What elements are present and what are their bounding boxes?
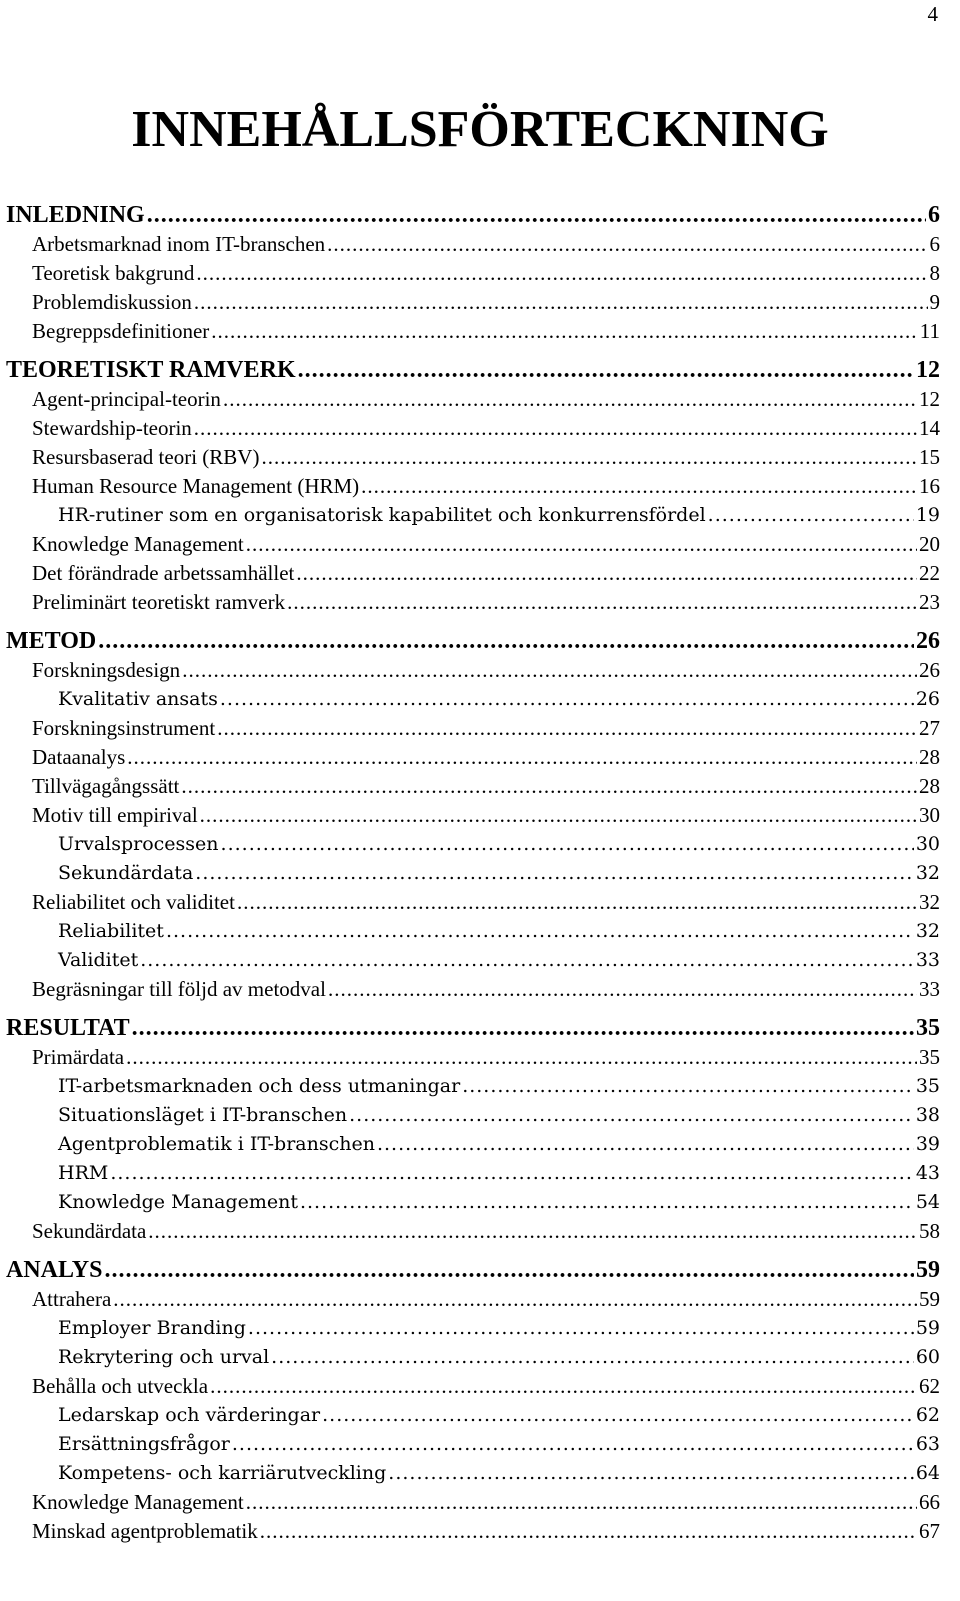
toc-entry-label: Behålla och utveckla [32,1374,209,1398]
toc-section[interactable] [6,317,940,346]
toc-dot-leader [246,1488,917,1517]
toc-entry-label: Stewardship-teorin [32,416,192,440]
toc-dot-leader [166,917,914,946]
document-title: INNEHÅLLSFÖRTECKNING [131,101,829,158]
toc-dot-leader [246,530,917,559]
toc-page-number: 58 [919,1219,940,1243]
toc-dot-leader [327,230,927,259]
toc-dot-leader [271,1343,914,1372]
toc-section[interactable] [6,230,940,259]
toc-entry-label: INLEDNING [6,202,145,228]
toc-dot-leader [104,1256,914,1285]
toc-entry-label: Kompetens- och karriärutveckling [58,1462,387,1484]
toc-page-number: 12 [919,387,940,411]
toc-dot-leader [377,1130,914,1159]
toc-entry-label: Reliabilitet och validitet [32,890,235,914]
toc-page-number: 28 [919,774,940,798]
toc-dot-leader [110,1159,913,1188]
toc-dot-leader [98,627,914,656]
toc-subsection[interactable] [6,1130,940,1159]
toc-dot-leader [237,888,917,917]
toc-section[interactable] [6,1285,940,1314]
toc-dot-leader [349,1101,914,1130]
toc-dot-leader [140,946,914,975]
toc-page-number: 6 [928,202,940,228]
toc-dot-leader [260,1517,917,1546]
toc-section[interactable] [6,801,940,830]
toc-entry-label: Primärdata [32,1045,125,1069]
toc-page-number: 26 [915,688,940,710]
toc-page-number: 62 [915,1404,940,1426]
toc-entry-label: HR-rutiner som en organisatorisk kapabilitet och konkurrensfördel [58,504,706,526]
toc-dot-leader [196,259,927,288]
toc-entry-label: Minskad agentproblematik [32,1519,258,1543]
toc-section[interactable] [6,714,940,743]
toc-entry-label: Dataanalys [32,745,126,769]
toc-page-number: 6 [929,232,940,256]
toc-dot-leader [300,1188,914,1217]
toc-page-number: 39 [915,1133,940,1155]
toc-dot-leader [328,975,917,1004]
toc-dot-leader [462,1072,914,1101]
toc-entry-label: Ersättningsfrågor [58,1433,230,1455]
toc-page-number: 35 [919,1045,940,1069]
toc-section[interactable] [6,259,940,288]
toc-dot-leader [182,656,917,685]
toc-section[interactable] [6,975,940,1004]
toc-page-number: 64 [915,1462,940,1484]
toc-page-number: 30 [919,803,940,827]
toc-dot-leader [287,588,917,617]
toc-chapter[interactable] [6,1256,940,1285]
toc-page-number: 30 [915,833,940,855]
toc-entry-label: Reliabilitet [58,920,164,942]
toc-section[interactable] [6,588,940,617]
toc-page-number: 43 [915,1162,940,1184]
toc-section[interactable] [6,530,940,559]
toc-entry-label: Arbetsmarknad inom IT-branschen [32,232,326,256]
toc-page-number: 9 [929,290,940,314]
toc-section[interactable] [6,385,940,414]
toc-entry-label: Validitet [58,949,139,971]
toc-section[interactable] [6,1488,940,1517]
toc-entry-label: Ledarskap och värderingar [58,1404,321,1426]
toc-entry-label: Knowledge Management [58,1191,298,1213]
toc-page-number: 35 [915,1075,940,1097]
toc-subsection[interactable] [6,830,940,859]
toc-entry-label: Situationsläget i IT-branschen [58,1104,348,1126]
toc-page-number: 32 [915,862,940,884]
toc-page-number: 26 [919,658,940,682]
toc-entry-label: Det förändrade arbetssamhället [32,561,295,585]
toc-subsection[interactable] [6,946,940,975]
toc-page-number: 15 [919,445,940,469]
toc-dot-leader [217,714,917,743]
toc-section[interactable] [6,656,940,685]
toc-section[interactable] [6,1372,940,1401]
toc-page-number: 67 [919,1519,940,1543]
toc-entry-label: Teoretisk bakgrund [32,261,195,285]
toc-section[interactable] [6,1517,940,1546]
toc-entry-label: Employer Branding [58,1317,246,1339]
toc-dot-leader [708,501,914,530]
toc-entry-label: Urvalsprocessen [58,833,219,855]
toc-dot-leader [298,356,914,385]
toc-page-number: 59 [916,1257,940,1283]
toc-page-number: 26 [916,628,940,654]
toc-entry-label: Begreppsdefinitioner [32,319,210,343]
toc-dot-leader [361,472,917,501]
toc-page-number: 33 [919,977,940,1001]
toc-section[interactable] [6,443,940,472]
toc-section[interactable] [6,1043,940,1072]
toc-dot-leader [200,801,917,830]
toc-chapter[interactable] [6,1014,940,1043]
toc-chapter[interactable] [6,356,940,385]
toc-dot-leader [126,1043,917,1072]
toc-dot-leader [261,443,917,472]
page-number: 4 [927,2,938,26]
toc-dot-leader [322,1401,914,1430]
toc-section[interactable] [6,472,940,501]
toc-entry-label: Rekrytering och urval [58,1346,270,1368]
toc-entry-label: Tillvägagångssätt [32,774,180,798]
toc-subsection[interactable] [6,917,940,946]
toc-dot-leader [388,1459,914,1488]
toc-section[interactable] [6,1217,940,1246]
toc-entry-label: Sekundärdata [58,862,194,884]
toc-section[interactable] [6,772,940,801]
toc-entry-label: Knowledge Management [32,1490,244,1514]
toc-page-number: 28 [919,745,940,769]
toc-page-number: 54 [915,1191,940,1213]
toc-page-number: 62 [919,1374,940,1398]
toc-chapter[interactable] [6,627,940,656]
toc-page-number: 59 [915,1317,940,1339]
toc-section[interactable] [6,414,940,443]
toc-page-number: 63 [915,1433,940,1455]
toc-page-number: 33 [915,949,940,971]
toc-page-number: 23 [919,590,940,614]
toc-entry-label: Begräsningar till följd av metodval [32,977,326,1001]
toc-entry-label: HRM [58,1162,109,1184]
toc-page-number: 12 [916,357,940,383]
toc-dot-leader [211,317,917,346]
toc-page-number: 66 [919,1490,940,1514]
toc-page-number: 16 [919,474,940,498]
toc-entry-label: Problemdiskussion [32,290,192,314]
toc-subsection[interactable] [6,1159,940,1188]
toc-subsection[interactable] [6,859,940,888]
toc-dot-leader [127,743,917,772]
toc-entry-label: IT-arbetsmarknaden och dess utmaningar [58,1075,461,1097]
toc-page-number: 19 [915,504,940,526]
toc-dot-leader [113,1285,917,1314]
table-of-contents [6,201,940,1546]
toc-dot-leader [194,288,928,317]
toc-chapter[interactable] [6,201,940,230]
toc-subsection[interactable] [6,1072,940,1101]
toc-subsection[interactable] [6,1430,940,1459]
toc-page-number: 32 [919,890,940,914]
toc-entry-label: Forskningsdesign [32,658,181,682]
toc-entry-label: Kvalitativ ansats [58,688,218,710]
toc-subsection[interactable] [6,501,940,530]
toc-dot-leader [148,1217,917,1246]
toc-section[interactable] [6,559,940,588]
toc-dot-leader [194,414,917,443]
toc-dot-leader [223,385,917,414]
toc-entry-label: Knowledge Management [32,532,244,556]
toc-subsection[interactable] [6,1459,940,1488]
toc-entry-label: Forskningsinstrument [32,716,216,740]
toc-entry-label: Resursbaserad teori (RBV) [32,445,260,469]
toc-page-number: 8 [929,261,940,285]
toc-dot-leader [248,1314,914,1343]
toc-entry-label: RESULTAT [6,1015,130,1041]
toc-dot-leader [181,772,917,801]
toc-dot-leader [132,1014,914,1043]
toc-dot-leader [296,559,917,588]
toc-entry-label: ANALYS [6,1257,103,1283]
toc-entry-label: Preliminärt teoretiskt ramverk [32,590,286,614]
toc-page-number: 20 [919,532,940,556]
toc-entry-label: METOD [6,628,97,654]
toc-page-number: 32 [915,920,940,942]
toc-entry-label: Human Resource Management (HRM) [32,474,360,498]
toc-dot-leader [195,859,914,888]
toc-subsection[interactable] [6,685,940,714]
toc-page-number: 60 [915,1346,940,1368]
toc-dot-leader [147,201,926,230]
toc-entry-label: TEORETISKT RAMVERK [6,357,296,383]
toc-subsection[interactable] [6,1343,940,1372]
toc-entry-label: Attrahera [32,1287,112,1311]
toc-page-number: 14 [919,416,940,440]
toc-subsection[interactable] [6,1401,940,1430]
toc-page-number: 35 [916,1015,940,1041]
toc-dot-leader [220,685,914,714]
toc-subsection[interactable] [6,1314,940,1343]
toc-entry-label: Motiv till empirival [32,803,198,827]
toc-entry-label: Sekundärdata [32,1219,147,1243]
toc-dot-leader [232,1430,914,1459]
toc-page-number: 11 [919,319,940,343]
toc-section[interactable] [6,888,940,917]
toc-page-number: 38 [915,1104,940,1126]
toc-section[interactable] [6,288,940,317]
toc-dot-leader [221,830,914,859]
toc-dot-leader [210,1372,917,1401]
toc-page-number: 27 [919,716,940,740]
toc-subsection[interactable] [6,1188,940,1217]
toc-entry-label: Agentproblematik i IT-branschen [58,1133,375,1155]
toc-page-number: 22 [919,561,940,585]
toc-subsection[interactable] [6,1101,940,1130]
toc-section[interactable] [6,743,940,772]
toc-entry-label: Agent-principal-teorin [32,387,221,411]
toc-page-number: 59 [919,1287,940,1311]
